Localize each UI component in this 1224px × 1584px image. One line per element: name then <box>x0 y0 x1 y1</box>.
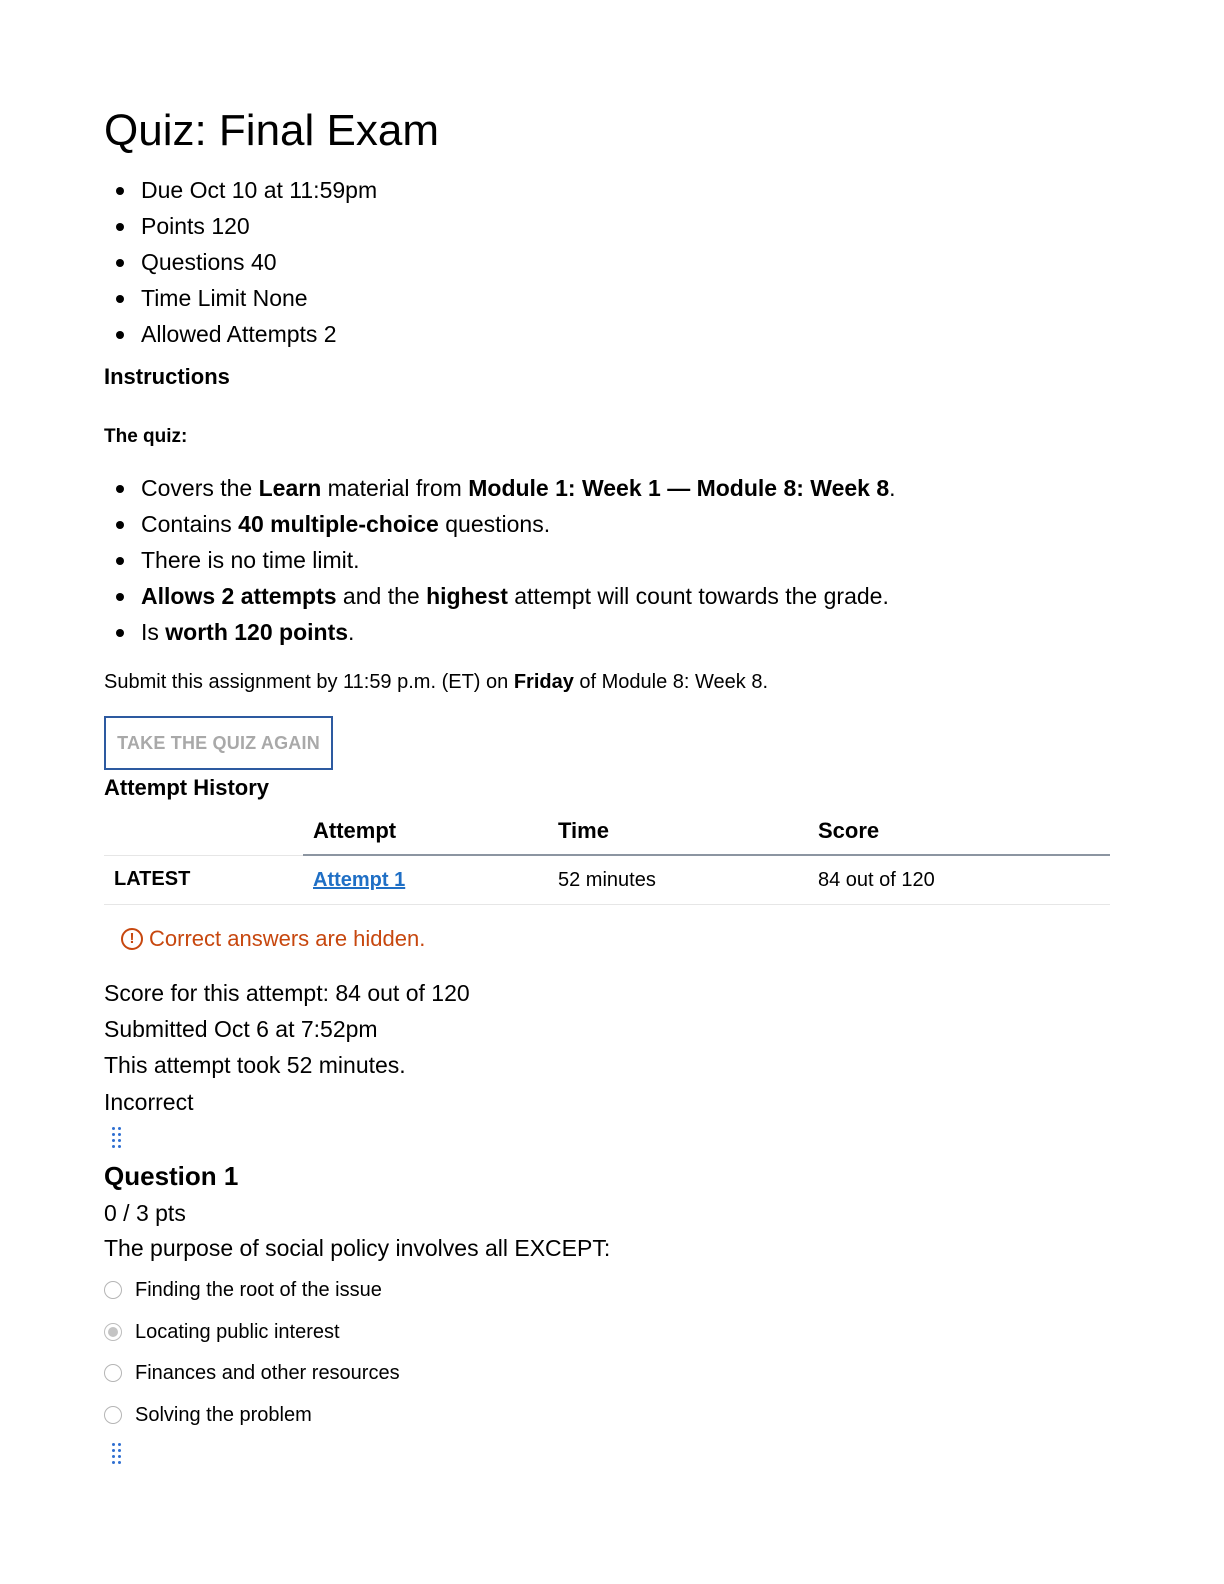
warning-circle-icon: ! <box>121 928 143 950</box>
column-header-time: Time <box>548 808 808 855</box>
quiz-details-list <box>104 172 377 352</box>
submit-deadline-note: Submit this assignment by 11:59 p.m. (ET) on Friday of Module 8: Week 8. <box>104 671 769 693</box>
table-header-row <box>104 808 1110 855</box>
page-title: Quiz: Final Exam <box>104 106 439 155</box>
instruction-item: Is worth 120 points. <box>104 614 896 650</box>
instruction-item: Allows 2 attempts and the highest attempt will count towards the grade. <box>104 578 896 614</box>
attempt-1-link[interactable]: Attempt 1 <box>313 868 406 891</box>
question-text: The purpose of social policy involves all EXCEPT: <box>104 1235 611 1261</box>
radio-button[interactable] <box>104 1364 122 1382</box>
attempt-time: 52 minutes <box>548 855 808 905</box>
answer-option[interactable] <box>104 1359 400 1387</box>
drag-handle-icon[interactable] <box>110 1442 124 1468</box>
answer-option[interactable] <box>104 1276 382 1304</box>
answer-label: Finding the root of the issue <box>135 1279 382 1301</box>
duration-line: This attempt took 52 minutes. <box>104 1052 406 1078</box>
table-row <box>104 855 1110 905</box>
score-line: Score for this attempt: 84 out of 120 <box>104 980 470 1006</box>
attempt-label: LATEST <box>104 855 303 905</box>
radio-button[interactable] <box>104 1406 122 1424</box>
attempt-summary <box>104 975 470 1083</box>
answers-hidden-text: Correct answers are hidden. <box>149 926 426 951</box>
detail-time-limit: Time Limit None <box>104 280 377 316</box>
attempt-score: 84 out of 120 <box>808 855 1110 905</box>
instructions-heading: Instructions <box>104 364 230 389</box>
answer-label: Locating public interest <box>135 1321 340 1343</box>
instruction-item: There is no time limit. <box>104 542 896 578</box>
radio-button-selected[interactable] <box>104 1323 122 1341</box>
column-header-attempt: Attempt <box>303 808 548 855</box>
question-status: Incorrect <box>104 1089 194 1115</box>
attempt-history-heading: Attempt History <box>104 775 270 800</box>
detail-questions: Questions 40 <box>104 244 377 280</box>
instructions-subheading: The quiz: <box>104 426 188 447</box>
answer-option[interactable] <box>104 1401 312 1429</box>
radio-button[interactable] <box>104 1281 122 1299</box>
instructions-list <box>104 470 896 650</box>
column-header-blank <box>104 808 303 855</box>
detail-points: Points 120 <box>104 208 377 244</box>
answer-option[interactable] <box>104 1318 340 1346</box>
submitted-line: Submitted Oct 6 at 7:52pm <box>104 1016 378 1042</box>
answer-label: Solving the problem <box>135 1404 312 1426</box>
answers-hidden-notice <box>121 924 425 954</box>
detail-allowed-attempts: Allowed Attempts 2 <box>104 316 377 352</box>
instruction-item: Contains 40 multiple-choice questions. <box>104 506 896 542</box>
instruction-item: Covers the Learn material from Module 1: Week 1 — Module 8: Week 8. <box>104 470 896 506</box>
attempt-history-table <box>104 808 1110 905</box>
detail-due: Due Oct 10 at 11:59pm <box>104 172 377 208</box>
attempt-cell <box>303 855 548 905</box>
question-title: Question 1 <box>104 1161 239 1191</box>
take-quiz-again-button[interactable]: TAKE THE QUIZ AGAIN <box>104 716 333 770</box>
question-points: 0 / 3 pts <box>104 1200 186 1226</box>
column-header-score: Score <box>808 808 1110 855</box>
drag-handle-icon[interactable] <box>110 1126 124 1152</box>
answer-label: Finances and other resources <box>135 1362 400 1384</box>
